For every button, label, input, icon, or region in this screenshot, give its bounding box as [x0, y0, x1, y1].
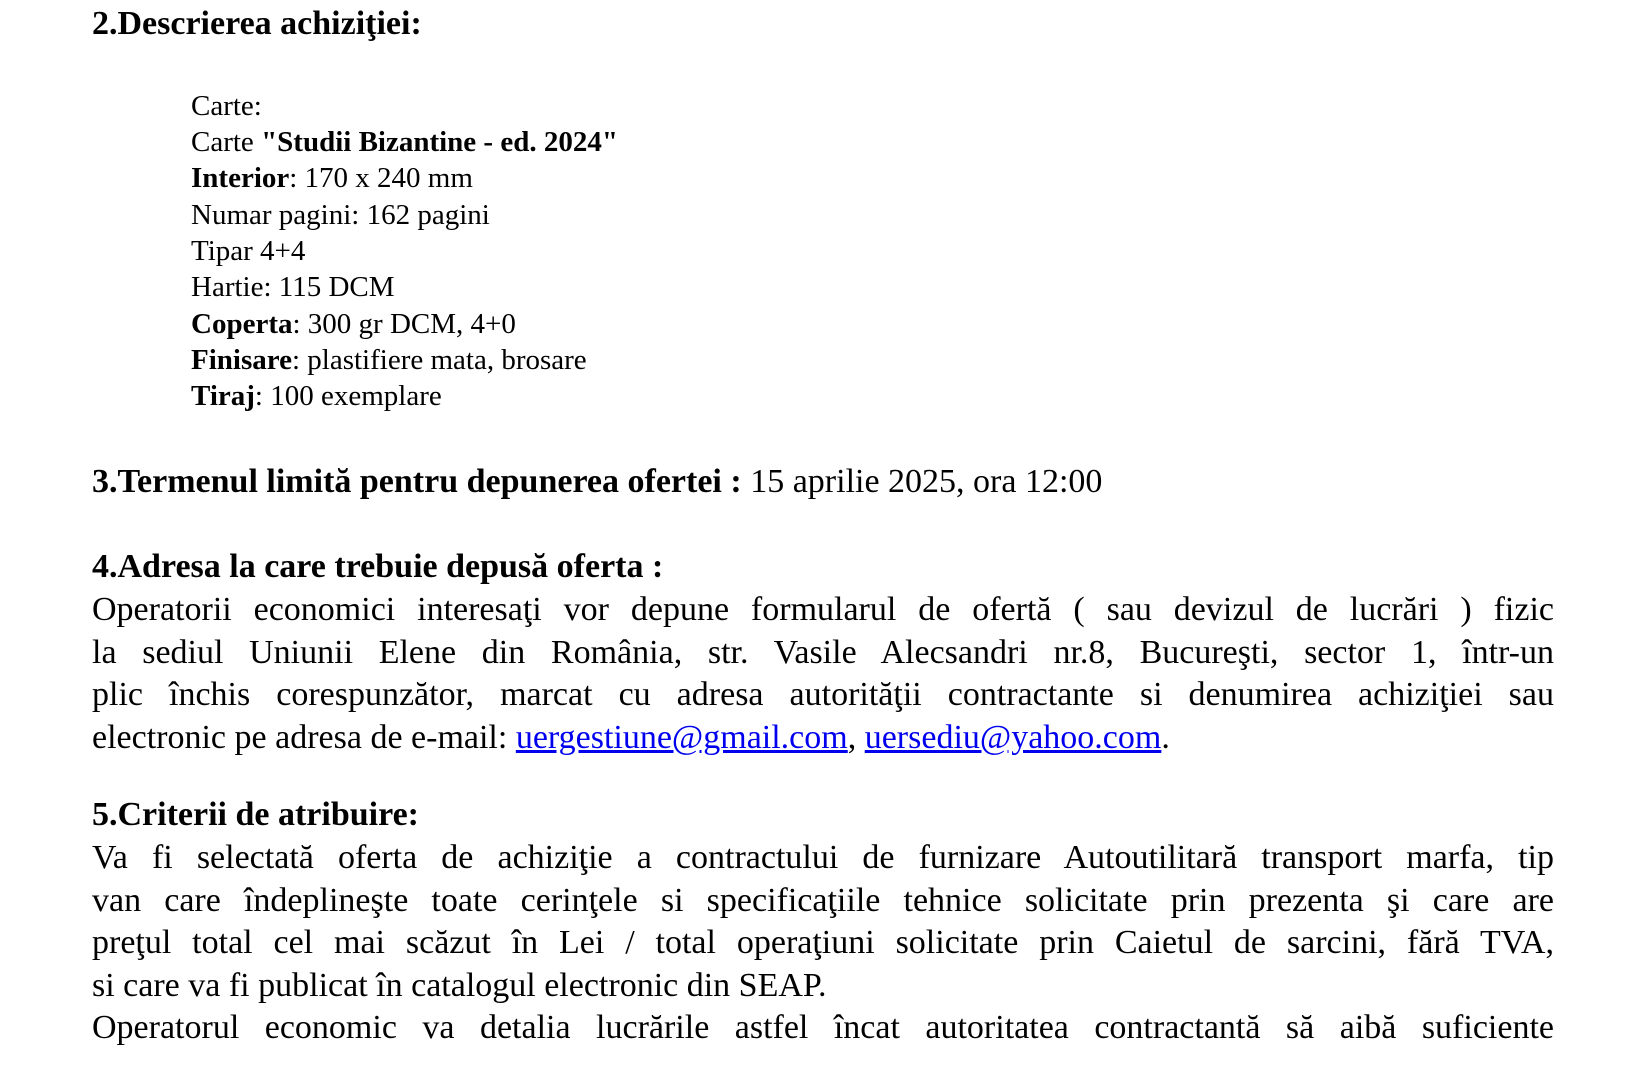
section-4-line-3: plic închis corespunzător, marcat cu adresa autorităţii contractante si denumirea achiziţiei sau [92, 676, 1554, 713]
spec-cover [191, 305, 516, 343]
spec-cover-label: Coperta [191, 308, 293, 340]
spec-interior [191, 159, 473, 197]
section-5-heading: 5.Criterii de atribuire: [92, 796, 420, 833]
spec-run-value: : 100 exemplare [254, 380, 442, 412]
deadline-value: 15 aprilie 2025, ora 12:00 [750, 463, 1103, 500]
section-4-line-4 [92, 716, 1170, 760]
spec-book-title-name: "Studii Bizantine - ed. 2024" [261, 126, 618, 158]
email-link-sediu[interactable]: uersediu@yahoo.com [864, 719, 1162, 756]
spec-interior-label: Interior [191, 162, 290, 194]
spec-finish-value: : plastifiere mata, brosare [291, 344, 587, 376]
spec-carte-label: Carte: [191, 90, 262, 122]
spec-interior-value: : 170 x 240 mm [289, 162, 473, 194]
section-4-line-2: la sediul Uniunii Elene din România, str. Vasile Alecsandri nr.8, Bucureşti, sector 1, într-un [92, 634, 1554, 671]
spec-book-title-prefix: Carte [191, 126, 262, 158]
section-3-title: 3.Termenul limită pentru depunerea ofertei : [92, 463, 751, 500]
spec-paper: Hartie: 115 DCM [191, 271, 395, 303]
section-3-heading [92, 462, 1102, 502]
section-5-line-5: Operatorul economic va detalia lucrările astfel încat autoritatea contractantă să aibă suficiente [92, 1009, 1554, 1046]
section-5-line-2: van care îndeplineşte toate cerinţele si specificaţiile tehnice solicitate prin prezenta şi care are [92, 882, 1554, 919]
email-intro: electronic pe adresa de e-mail: [92, 719, 516, 756]
section-5-line-4: si care va fi publicat în catalogul electronic din SEAP. [92, 967, 827, 1004]
email-end-period: . [1161, 719, 1170, 756]
section-5-line-3: preţul total cel mai scăzut în Lei / total operaţiuni solicitate prin Caietul de sarcini, fără TVA, [92, 924, 1554, 961]
spec-book-title [191, 123, 618, 161]
section-2-heading: 2.Descrierea achiziţiei: [92, 5, 422, 42]
spec-run-label: Tiraj [191, 380, 255, 412]
section-5-line-1: Va fi selectată oferta de achiziţie a contractului de furnizare Autoutilitară transport marfa, tip [92, 839, 1554, 876]
email-separator: , [847, 719, 865, 756]
spec-cover-value: : 300 gr DCM, 4+0 [292, 308, 516, 340]
spec-run [191, 377, 442, 415]
email-link-gestiune[interactable]: uergestiune@gmail.com [515, 719, 848, 756]
section-4-heading: 4.Adresa la care trebuie depusă oferta : [92, 548, 664, 585]
spec-print: Tipar 4+4 [191, 235, 306, 267]
spec-finish-label: Finisare [191, 344, 292, 376]
section-4-line-1: Operatorii economici interesaţi vor depune formularul de ofertă ( sau devizul de lucrări ) fizic [92, 591, 1554, 628]
spec-finish [191, 341, 587, 379]
spec-pages: Numar pagini: 162 pagini [191, 199, 490, 231]
